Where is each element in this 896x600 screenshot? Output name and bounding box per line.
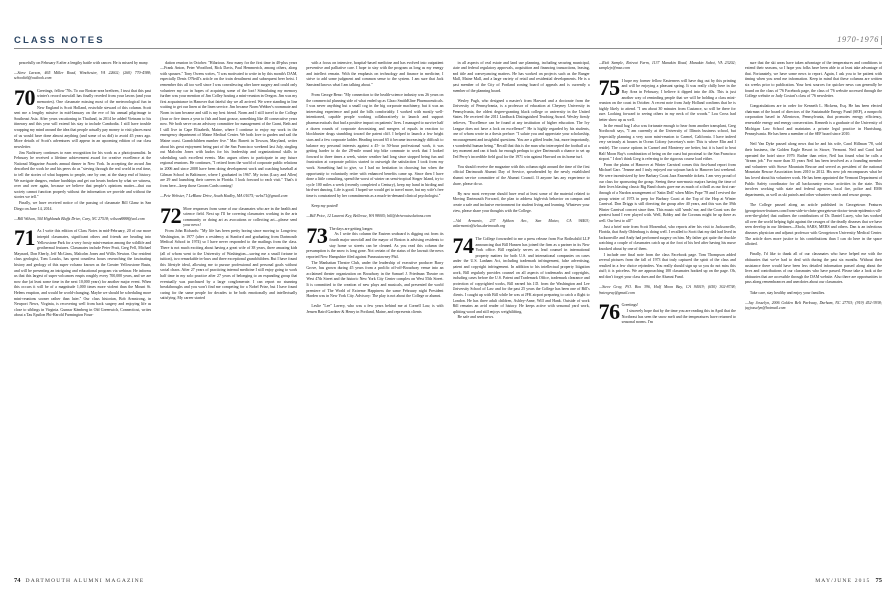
page-footer [14,577,882,584]
body-paragraph: dation reunion in October. "Hilarious. Saw many for the first time in 40-plus years—Frank Anton, Peter Woodford, Rick Davis, Paul Hemmerich, among others, along with spouses." Tony Owens writes, "I was motivated to write in by this month's DAM, especially Denis O'Neill's article on the train derailment and subsequent beer heist. I remember this all too well since I was convalescing after knee surgery and could only volunteer my car in hopes of acquiring some of the loot! Stimulating my memory further was your mention of Jim Colley hosting a mini-reunion in Oregon. Jim was my first acquaintance in Hanover that fateful day we all arrived. We were standing in line waiting to get our linen at the linen service. Jim became Norm Webber's roommate and Norm in turn became and still is my best friend. Norm and I still travel to the College (four or five times a year to fish and hunt grouse, something like 40 consecutive years now. We both serve on an advisory committee for management of the Grant, Beth and I still live in Cape Elizabeth, Maine, where I continue to enjoy my work in the emergency department of Maine Medical Center. We both love to garden and sail the Maine coast. Grandchildren number five." Mac Barrett in Towson, Maryland, writes about his great enjoyment being part of the San Francisco weekend last July, singling out Malcolm Jones with kudos for his leadership and organizational skills in scheduling such excellent events. Mac argues others to participate in any future regional reunions. He continues, "I retired from the world of corporate public relations in 2006 and since 2008 have been doing development work and coaching baseball at Gilman School in Baltimore, where I graduated in 1967. My twins (Lucy and Allen) are 29 and launching their careers in Florida. I look forward to each visit." That's it from here—keep those Groom Cards coming! [160,59,298,188]
body-paragraph: Congratulations are in order for Kenneth L. Hickens, Esq. He has been elected chairman of the board of directors of the Sustainable Energy Fund (SEF), a nonprofit corporation based in Allentown, Pennsylvania, that promotes energy efficiency, renewable energy and energy conservation. Kenneth is a graduate of the University of Michigan Law School and maintains a private legal practice in Harrisburg, Pennsylvania. He has been a member of the SEF board since 2010. [744,103,882,137]
section-title: CLASS NOTES [14,34,105,46]
class-secretary-signature: —Rick Sample, Retreat Farm, 1137 Manakin Road, Manakin Sabot, VA 23202; samplejr@msn.com [598,59,736,71]
footer-right [815,577,882,584]
header-rule [14,48,882,49]
class-year-entry [160,202,298,301]
column-6 [745,55,882,563]
class-year-dropcap: 70 [14,84,35,110]
body-paragraph: I include one final note from the class Facebook page. Tom Thompson added several pictures from the fall of 1973 that truly captured the spirit of the class and resulted in a few choice rejoinders. You really should sign up so you do not miss this stuff; it is priceless. We are approaching 100 classmates hooked up on the page. Oh, and don't forget your class dues and the Alumni Fund. [598,251,736,280]
body-paragraph: sure that the ski areas have taken advantage of the temperatures and conditions to extend their seasons, so I hope you folks have been able to at least take advantage of that. Fortunately, we have some news to report. Again, I ask you to be patient with timing when you send me information. Keep in mind that these columns are written six weeks prior to publication. Your best sources for quicker news can generally be found on the class of '76 Facebook page, the class of '76 website accessed through the College website or Judy Costari's class of '76 newsletter. [744,59,882,99]
body-paragraph: From the plains of Hanover at Winter Carnival comes this first-hand report from Michael Garr. "Jeanne and I truly enjoyed our sojourn back to Hanover last weekend. We were incentivized by free Barbary Coast Jazz Ensemble tickets. I am very proud of our class for sponsoring the group. Seeing these non-music majors having the time of their lives blasting classic Big Band charts gave me as much of a thrill as our first run-through of a Nardon arrangement of 'Satin Doll' when Miles Pope '78 and I revived the group winter of 1973 in prep for Barbary Coast at the Top of the Hop at Winter Carnival. Don Driggs is still directing the group after 40 years, and this was the 39th Winter Carnival concert since then. This music still 'sends' me, and the Coast was the greatest band I ever played with. Well, Bobby and the Coronas might be up there as well. Our best to all!" [598,161,736,223]
class-secretary-signature: —Steve Larson, 465 Miller Road, Winchester, VA 22602; (260) 770-4388; schooltt6@outlook.com [14,69,152,81]
body-paragraph: Greetings! [621,302,639,308]
body-paragraph: I hope my former fellow Easterners will have dug out by this printing and will be enjoying a pleasant spring. It was really chilly here in the Bay Area in February; I believe it dipped into the 40s. This is just another way of reminding people that we will be holding a class mini-reunion on the coast in October. A recent note from Judy Holland confirms that he is highly likely to attend. "I am about 30 minutes from Custance, so will be there for sure. Looking forward to seeing others in my neck of the woods." Lou Cross had better show up as well. [598,77,736,122]
class-year-entry [14,84,152,222]
class-year-dropcap: 74 [452,232,474,258]
class-secretary-signature: —Jay Josselyn, 2006 Golden Belt Parkway, Durham, NC 27703; (919) 452-3938; jayjosselyn@hotmail.com [744,299,882,311]
class-year-dropcap: 72 [160,202,182,228]
body-paragraph: As I write this column the Eastern seaboard is digging out from its fourth major snowfall and the mayor of Boston is advising residents to stay home so streets can be cleaned. As you read this column the presumption is the snow is long gone. Not certain of the status of the lawsuit the news reported New Hampshire filed against Punxsutawney Phil. [306,231,444,259]
magazine-name: DARTMOUTH ALUMNI MAGAZINE [25,578,145,584]
body-paragraph: Just a brief note from Scott Mosenthal, who reports after his visit to Jacksonville, Florida, that Andy Oldenburg is doing well. I recalled to Scott that my dad had lived in Jacksonville and Andy had performed surgery on him. My father got quite the chuckle watching a couple of classmates catch up at the foot of his bed after having his nurse knocked about by one of them. [598,223,736,251]
body-paragraph: in all aspects of real estate and land use planning, including securing municipal, state and federal regulatory approvals, acquisition and financing transactions, leasing, and title and conveyancing matters. He has worked on projects such as the Ranger Mall, Maine Mall, and a large variety of retail and residential developments. He is a past member of the City of Portland zoning board of appeals and is currently a member of the planning board. [452,59,590,93]
body-paragraph: Greetings, fellow '70s. To our Boston-area brethren, I trust that this past winter's record snowfall has finally receded from your lawns (and your memories). One classmate missing most of the meteorological fun in New England is Scott Holland, erstwhile steward of this column. Scott sent me a lengthy missive in mid-January on the eve of his annual pilgrimage to Southeast Asia. After years vacationing in Thailand, in 2014 he added Vietnam to his itinerary and this year will extend his stay to include Cambodia. I still have trouble wrapping my mind around the idea that people actually pay money to visit places most of us would have done almost anything (and some of us did) to avoid 45 years ago. More details of Scott's adventures will appear in an upcoming edition of our class newsletter. [14,87,152,149]
issue-date: MAY/JUNE 2015 [815,578,871,584]
body-paragraph: From George Benz: "My connection to the health-science industry was 26 years on the commercial planning side of what ended up as Glaxo SmithKline Pharmaceuticals. I was never anything but a small cog in the big corporate machinery, but it was an interesting experience and paid the bills comfortably. I worked with mostly well-intentioned, capable people working collaboratively to launch and support pharmaceuticals that had a positive impact on patients' lives. I managed to survive half a dozen rounds of corporate downsizing and mergers of equals in reaction to blockbuster drugs stumbling toward the patent cliff. I helped to launch a few bright stars and a few corporate ladder. Heading toward 65 it became increasingly difficult to balance my personal interests against a 45- to 50-hour professional work, it was getting harder to do the 28-mile round trip bike commute to work that I looked forward to three times a week, winter weather had long since stopped being fun and frustration at corporate politics started to outweigh the satisfaction I took from my work. Something had to give, so I had no hesitation in choosing fun when the opportunity to voluntarily retire with enhanced benefits came up. Since then I have done a little consulting, spend the worst of winter on semi-tropical Singer Island, try to cycle 100 miles a week (recently completed a Century), keep my hand in birding and bird-net dancing. Life is good. I hoped we would get to travel more, but my wife's free time is constrained by her commitments as a much-in-demand clinical psychologist." [306,92,444,199]
class-secretary-signature: —Pete Webster, 7 LeBlanc Drive, South Hadley, MA 01075; webs71@gmail.com [160,193,288,199]
body-paragraph: The days are getting longer. [329,225,374,231]
class-year-entry [598,299,736,325]
column-4 [453,55,590,563]
class-year-entry [598,74,736,296]
body-paragraph: Finally, we have received notice of the passing of classmate Bill Glanz in San Diego on June 14, 2014. [14,200,152,211]
body-paragraph: Wesley Pugh, who designed a master's from Harvard and a doctorate from the University of Pennsylvania, is a professor of education at Cheyney University in Pennsylvania, the oldest degree-granting black college or university in the United States. He received the 2011 Lindback Distinguished Teaching Award. Wesley firmly believes, "Excellence can be found at any institution of higher education. The Ivy League does not have a lock on excellence!" He is highly regarded by his students, one of whom wrote in a thesis preface: "I salute you and appreciate your scholarship, encouragement and insightful questions. You are a gifted leader, but, more importantly, a wonderful human being." Recall that this is the man who intercepted the football at a key moment and ran it back far enough perhaps to give Dartmouth a chance to set up Ted Perry's incredible field goal for the 1971 win against Harvard on its home turf. [452,97,590,159]
body-paragraph: I sincerely hope that by the time you are reading this in April that the Northeast has seen the snow melt and the temperatures have returned to seasonal norms. I'm [621,307,736,325]
class-year-entry [14,225,152,318]
body-paragraph: You should receive the magazine with this column right around the time of the first official Dartmouth Alumni Day of Service, spearheaded by the newly established alumni service committee of the Alumni Council. If anyone has any experience to share, please do so. [452,163,590,186]
class-secretary-signature: —Bill Price, 12 Laurent Key, Bellevue, WA 98005; bill@driveoutsolutions.com [306,213,431,219]
body-paragraph: Take care, stay healthy and enjoy your families. [749,289,826,295]
body-paragraph: Be safe and send news. [457,314,495,320]
column-2 [160,55,297,563]
body-paragraph: By now most everyone should have read at least some of the material related to Moving Dartmouth Forward, the plan to address high-risk behavior on campus and create a safe and inclusive environment for student living and learning. Whatever your view, please share your thoughts with the College. [452,190,590,213]
class-secretary-signature: —Val Armento, 237 Sykkon Ave., San Mateo, CA 94403; valarmento@telus.dartmouth.org [452,217,590,229]
footer-left [14,577,144,584]
body-paragraph: More responses from some of our classmates who are in the health and science field. Next up I'll be covering classmates working in the arts community or doing art as avocations or collecting art—please send your news! [183,205,298,228]
class-secretary-signature: —Bill Wilson, 304 Highlands Bluffs Drive, Cary, NC 27518; wilson8888@aol.com [14,215,145,221]
class-secretary-signature: —Steve Gray, P.O. Box 396, Half Moon Bay, CA 94019; (650) 302-8738; fratergray@gmail.com [598,284,736,295]
running-head [14,0,882,48]
class-year-dropcap: 73 [306,222,328,248]
body-paragraph: From John Richards: "My life has been pretty boring since moving to Longview, Washington, in 1977 (after a residency at Stanford and graduating from Dartmouth Medical School in 1974) so I have never responded to the mailings from the class. There is not much exciting about having a great wife of 38 years, three amazing kids (all of whom went to the University of Washington—saving me a small fortune in tuition), two remarkable in-laws and three exceptional grandchildren. But I have found this lifestyle ideal, allowing me to pursue professional and personal goals without social chaos. After 27 years of practicing internal medicine I still enjoy going to work half time in my solo practice after 27 years of belonging to an expanding group that eventually was purchased by a large conglomerate. I can report no stunning breakthroughs and you won't find me competing for a Nobel Prize, but I have found caring for the same people for decades to be both emotionally and intellectually satisfying. My career started [160,228,298,301]
body-paragraph: Finally, I'd like to thank all of our classmates who have helped me with the obituaries that we've had to deal with during the past six months. Without their assistance there would have been less detailed information passed along about the lives and contributions of our classmates who have passed. Please take a look at the obituaries that are accessible through the DAM website. Also there are opportunities to pass along remembrances and anecdotes about our classmates. [744,251,882,285]
class-year-dropcap: 76 [598,299,620,325]
class-year-dropcap: 75 [598,74,620,100]
body-paragraph: The College passed along an article published in Georgetown Features (georgetown-features.com/from-side-to-chrin-georgetown-doctor-treats-epidemics-all-over-the-globe) that outlines the contributions of Dr. Daniel Lucey, who has worked all over the world helping fight against the ravages of the deadly diseases that we have seen develop in our lifetimes—Ebola, SARS, MERS and others. Dan is an infectious diseases physician and adjunct professor with Georgetown University Medical Center. The article does more justice to his contributions than I can do here in the space allotted. [744,202,882,247]
column-3 [306,55,443,563]
class-year-dropcap: 71 [14,225,35,251]
column-1 [14,55,151,563]
body-paragraph: with a focus on intensive, hospital-based medicine and has evolved into outpatient preventive and palliative care. I hope to stay with the program as long as my energy and intellect remain. With the emphasis on technology and finance in medicine, I strive to add some judgment and common sense to the system. I am sure that Jack Sanstead knows what I am talking about." [306,59,444,87]
body-paragraph: The Manhattan Theatre Club, under the leadership of executive producer Barry Grove, has grown during 45 years from a prolific off-off-Broadway venue into an acclaimed theater organization on Broadway in the Samuel J. Friedman Theatre on West 47th Street and the historic New York City Center complex on West 55th Street. It is committed to the creation of new plays and musicals, and presented the world premiere of The World of Extreme Happiness the same February night President Harden was in New York City. Advisory: The play is not about the College or alumni. [306,259,444,299]
class-year-entry [452,232,590,320]
class-year-entry [306,222,444,299]
body-paragraph: peacefully on February 8 after a lengthy battle with cancer. He is missed by many. [19,59,149,65]
body-paragraph: As I write this edition of Class Notes in mid-February, 20 of our more intrepid classmates, significant others and friends are heading into Yellowstone Park for a very frosty mini-reunion among the wildlife and geothermal features. Classmates include Peter Pratt, Greg Fell, Michael Maynard, Don Eberly, Jeff McGinss, Malcolm Jones and Willis Newton. Our resident class geologist, Tom Loucks, has spent countless hours researching the fascinating history and geology of this super volcano known as the Greater Yellowstone Basin, and will be presenting an intriguing and educational program via webinar. He informs us that this largest of super volcanoes erupts roughly every 700,000 years, and we are now due (at least some time in the next 10,000 years) for another major event. When this occurs it will be of a magnitude 1,000 times more violent than the Mount St. Helens eruption, and would be world-changing. Maybe we should be scheduling more mini-reunions sooner rather than later." Our class historian, Bob Armstrong, in Newport News, Virginia, is recovering well from back surgery and enjoying life as close to siblings in Virginia. Gunnar Kämberg in Old Greenwich, Connecticut, writes about a Tau Epsilon Phi-Harold Farmington Foun- [14,228,152,318]
body-paragraph: Jim Nachtwey continues to earn recognition for his work as a photojournalist. In February he received a lifetime achievement award for creative excellence at the National Magazine Awards annual dinner in New York. In accepting the award Jim described the work he and his peers do as "sieving through the real world in real time, to tell the stories of what happens to people, one by one, at the sharp end of history. We navigate dangers, endure hardships and get our hearts broken by what we witness, over and over again, because we believe that people's opinions matter—that our society cannot function properly without the information we provide and without the stories we tell." [14,149,152,200]
article-columns [14,55,882,563]
folio-left: 74 [14,577,21,584]
body-paragraph: Keep my posted! [311,203,339,209]
body-paragraph: In the email bag I also was fortunate enough to hear from another transplant, Greg Northcraft says, "I am currently at the University of Illinois business school, but (especially planning a very soon mini-reunion to Carmel, California. I have indeed very seriously at houses in Ocean Colony (secretary's note: This is where Elin and I reside). The course options in Carmel and Monterey are better, but it is hard to beat Half Moon Bay's combination of being on the coast but proximal to the San Francisco airport." I don't think Greg is referring to the rigorous course load either. [598,122,736,162]
column-5 [599,55,736,563]
body-paragraph: Neil Van Dyke passed along news that he and his wife, Carol Hillman '78, sold their business, the Golden Eagle Resort in Stowe, Vermont. Neil and Carol had operated the hotel since 1979. Rather than retire, Neil has found what he calls a "dream job." For more than 35 years Neil has been involved as a founding member and volunteer with Stowe Mountain Rescue and served as president of the national Mountain Rescue Association from 2010 to 2012. His new job encompasses what he has loved about his volunteer work. He has been appointed the Vermont Department of Public Safety coordinator for all backcountry rescue activities in the state. This involves working with state and federal agencies, local fire, police and EMS departments, as well as ski patrols and other volunteer search and rescue groups. [744,141,882,197]
body-paragraph: Leslie "Lee" Lavery, who was a few years behind me at Cornell Law, is with Jensen Baird Gardner & Henry in Portland, Maine, and represents clients [306,303,444,314]
class-year-range: 1970-1976 [837,36,882,45]
folio-right: 75 [875,577,882,584]
body-paragraph: The College forwarded to me a press release from Foz Rothschild LLP announcing that Bill Hansen has joined the firm as a partner in its New York office. Bill regularly serves as lead counsel in international property matters for both U.S. and international companies on cases under the U.S. Lanham Act, including trademark infringement, false advertising, patent and copyright infringement. In addition to his intellectual property litigation work, Bill regularly provides counsel on all aspects of trademarks and copyrights, including cases before the U.S. Patent and Trademark Office, trademark clearance and protection of copyrighted works, Bill earned his J.D. from the Washington and Lee University School of Law and for the past 25 years the College has been one of Bill's clients. I caught up with Bill while he was at JFK airport preparing to catch a flight to London. He has three adult children, Ashley-Anne, Will and Hank. Outside of work Bill remains an avid reader of history. He keeps active with seasonal yard work, splitting wood and still enjoys weightlifting. [452,235,590,314]
